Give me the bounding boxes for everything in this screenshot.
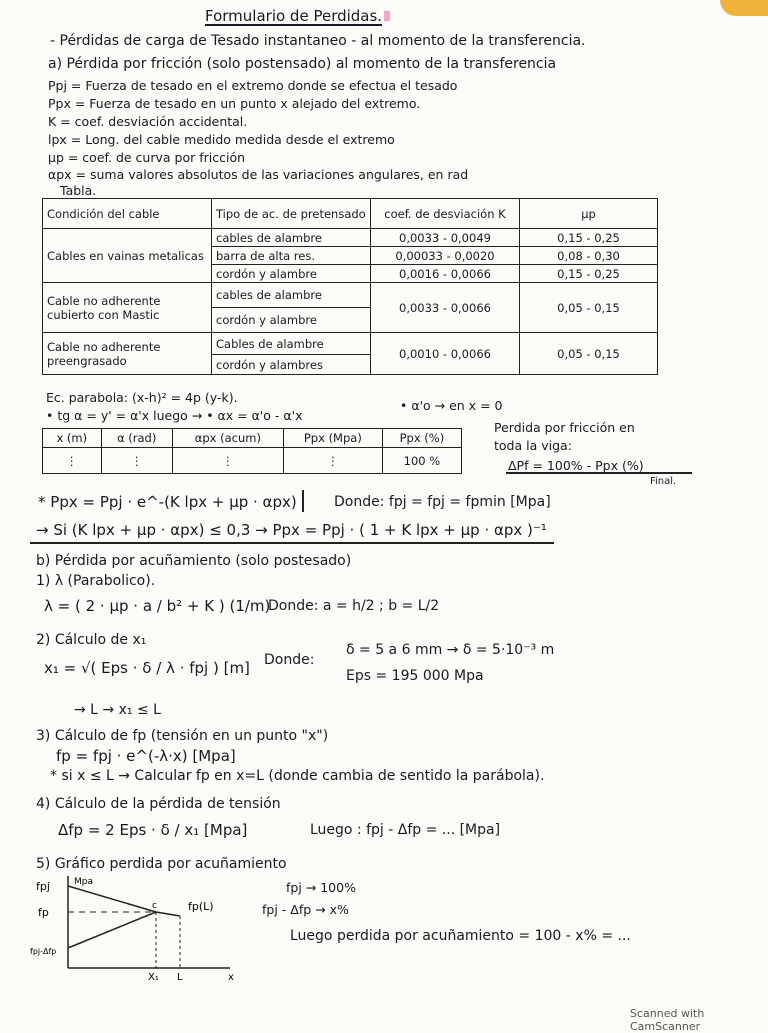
x-label: x bbox=[228, 972, 234, 982]
formula-donde-ab: Donde: a = h/2 ; b = L/2 bbox=[268, 598, 440, 614]
scanner-footer: Scanned with CamScanner bbox=[630, 1007, 705, 1033]
step-x1: 2) Cálculo de x₁ bbox=[36, 632, 147, 648]
cond-mastic: Cable no adherente cubierto con Mastic bbox=[43, 283, 212, 333]
note-final: Final. bbox=[650, 476, 677, 487]
formula-luego: Luego : fpj - Δfp = ... [Mpa] bbox=[310, 822, 501, 838]
x1-condition: → L → x₁ ≤ L bbox=[74, 702, 161, 718]
fpj-label: fpj bbox=[36, 880, 50, 893]
divider bbox=[30, 542, 554, 544]
cond-preengrasado: Cable no adherente preengrasado bbox=[43, 333, 212, 375]
header-tipo: Tipo de ac. de pretensado bbox=[212, 199, 371, 229]
t2-header: α (rad) bbox=[101, 429, 172, 448]
fpj-line bbox=[68, 886, 156, 912]
tipo-cell: Cables de alambre bbox=[212, 333, 371, 355]
t2-header: αpx (acum) bbox=[172, 429, 283, 448]
tangent-eq: • tg α = y' = α'x luego → • αx = α'o - α'x bbox=[46, 408, 303, 423]
tipo-cell: cables de alambre bbox=[212, 283, 371, 308]
divider bbox=[302, 490, 304, 512]
def-ppx: Ppx = Fuerza de tesado en un punto x alejado del extremo. bbox=[48, 96, 421, 111]
note-delta-pf: ΔPf = 100% - Ppx (%) bbox=[508, 458, 644, 473]
section-perdidas-instantaneas: - Pérdidas de carga de Tesado instantaneo - al momento de la transferencia. bbox=[50, 33, 586, 49]
t2-cell: ⋮ bbox=[101, 448, 172, 474]
t2-header: Ppx (Mpa) bbox=[283, 429, 382, 448]
note-viga: toda la viga: bbox=[494, 438, 572, 453]
header-mup: μp bbox=[520, 199, 658, 229]
step-perdida: 4) Cálculo de la pérdida de tensión bbox=[36, 796, 281, 812]
formula-fp: fp = fpj · e^(-λ·x) [Mpa] bbox=[56, 747, 236, 765]
mu-cell: 0,15 - 0,25 bbox=[520, 229, 658, 247]
corner-tab bbox=[720, 0, 768, 16]
heading-acunamiento: b) Pérdida por acuñamiento (solo postesado) bbox=[36, 553, 352, 569]
k-cell: 0,0016 - 0,0066 bbox=[371, 265, 520, 283]
mu-cell: 0,08 - 0,30 bbox=[520, 247, 658, 265]
final-acunamiento: Luego perdida por acuñamiento = 100 - x% = ... bbox=[290, 928, 631, 944]
fpl-label: fp(L) bbox=[188, 900, 214, 913]
def-ppj: Ppj = Fuerza de tesado en el extremo donde se efectua el tesado bbox=[48, 78, 458, 93]
step-grafico: 5) Gráfico perdida por acuñamiento bbox=[36, 856, 287, 872]
t2-cell: ⋮ bbox=[43, 448, 102, 474]
t2-header: Ppx (%) bbox=[382, 429, 461, 448]
y-axis-label: Mpa bbox=[74, 877, 93, 887]
fp-line bbox=[68, 912, 156, 948]
table-label: Tabla. bbox=[60, 183, 97, 198]
x1-label: X₁ bbox=[148, 972, 159, 982]
formula-ppx-simplified: → Si (K lpx + μp · αpx) ≤ 0,3 → Ppx = Ppj · ( 1 + K lpx + μp · αpx )⁻¹ bbox=[36, 521, 547, 539]
k-cell: 0,0010 - 0,0066 bbox=[371, 333, 520, 375]
def-alpha: αpx = suma valores absolutos de las variaciones angulares, en rad bbox=[48, 167, 469, 182]
formula-lambda: λ = ( 2 · μp · a / b² + K ) (1/m) bbox=[44, 597, 271, 615]
low-label: fpj-Δfp bbox=[30, 947, 57, 956]
k-cell: 0,00033 - 0,0020 bbox=[371, 247, 520, 265]
fp-tail bbox=[156, 912, 180, 916]
tipo-cell: cordón y alambres bbox=[212, 355, 371, 375]
def-k: K = coef. desviación accidental. bbox=[48, 114, 248, 129]
tipo-cell: cordón y alambre bbox=[212, 265, 371, 283]
header-condicion: Condición del cable bbox=[43, 199, 212, 229]
friction-coefficients-table bbox=[42, 198, 658, 375]
page-title: Formulario de Perdidas. bbox=[205, 8, 390, 24]
cond-vainas: Cables en vainas metalicas bbox=[43, 229, 212, 283]
formula-donde-fpj: Donde: fpj = fpj = fpmin [Mpa] bbox=[334, 494, 551, 510]
tipo-cell: barra de alta res. bbox=[212, 247, 371, 265]
t2-cell: ⋮ bbox=[172, 448, 283, 474]
k-cell: 0,0033 - 0,0049 bbox=[371, 229, 520, 247]
formula-x1: x₁ = √( Eps · δ / λ · fpj ) [m] bbox=[44, 659, 250, 677]
tipo-cell: cordón y alambre bbox=[212, 308, 371, 333]
point-c-label: c bbox=[152, 901, 157, 911]
step-fp: 3) Cálculo de fp (tensión en un punto "x") bbox=[36, 728, 329, 744]
step-lambda: 1) λ (Parabolico). bbox=[36, 573, 156, 589]
t2-header: x (m) bbox=[43, 429, 102, 448]
t2-cell: ⋮ bbox=[283, 448, 382, 474]
donde-label: Donde: bbox=[264, 652, 315, 668]
gamma-value: δ = 5 a 6 mm → δ = 5·10⁻³ m bbox=[346, 642, 555, 658]
heading-friccion: a) Pérdida por fricción (solo postensado) al momento de la transferencia bbox=[48, 56, 557, 72]
l-label: L bbox=[177, 972, 183, 982]
formula-ppx: * Ppx = Ppj · e^-(K lpx + μp · αpx) bbox=[38, 493, 297, 511]
t2-cell: 100 % bbox=[382, 448, 461, 474]
friction-calc-table bbox=[42, 428, 462, 474]
label-fpj-100: fpj → 100% bbox=[286, 880, 356, 895]
alpha0-note: • α'o → en x = 0 bbox=[400, 398, 503, 413]
parabola-eq: Ec. parabola: (x-h)² = 4p (y-k). bbox=[46, 390, 238, 405]
header-k: coef. de desviación K bbox=[371, 199, 520, 229]
note-friccion: Perdida por fricción en bbox=[494, 420, 635, 435]
formula-delta-fp: Δfp = 2 Eps · δ / x₁ [Mpa] bbox=[58, 821, 248, 839]
mu-cell: 0,05 - 0,15 bbox=[520, 333, 658, 375]
mu-cell: 0,05 - 0,15 bbox=[520, 283, 658, 333]
label-fpj-delta: fpj - Δfp → x% bbox=[262, 902, 349, 917]
def-mup: μp = coef. de curva por fricción bbox=[48, 150, 246, 165]
k-cell: 0,0033 - 0,0066 bbox=[371, 283, 520, 333]
eps-value: Eps = 195 000 Mpa bbox=[346, 668, 484, 684]
mu-cell: 0,15 - 0,25 bbox=[520, 265, 658, 283]
def-lpx: lpx = Long. del cable medido medida desde el extremo bbox=[48, 132, 395, 147]
tipo-cell: cables de alambre bbox=[212, 229, 371, 247]
fp-label: fp bbox=[38, 906, 49, 919]
acunamiento-graph bbox=[30, 872, 250, 982]
condition-si: * si x ≤ L → Calcular fp en x=L (donde cambia de sentido la parábola). bbox=[50, 768, 545, 784]
